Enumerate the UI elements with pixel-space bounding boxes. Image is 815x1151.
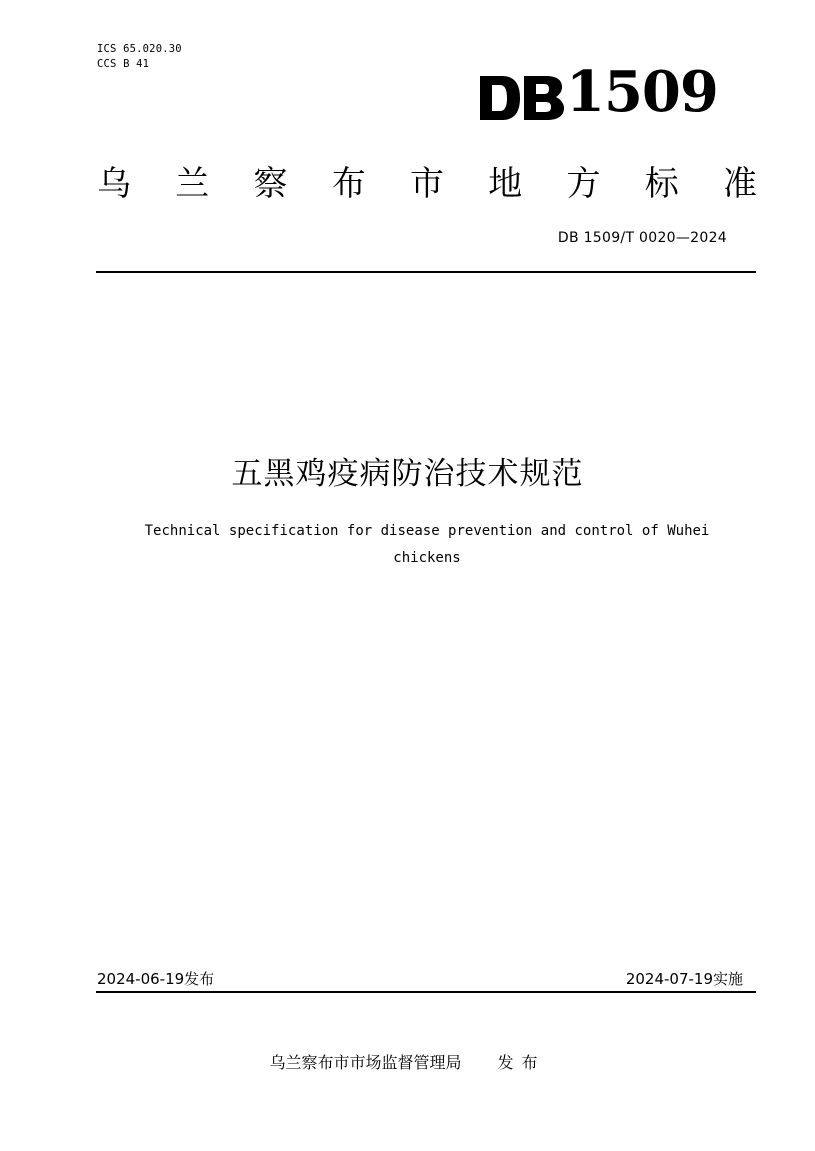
standard-type-char: 准: [723, 164, 757, 204]
issue-date: 2024-06-19发布: [97, 970, 215, 988]
implementation-date: 2024-07-19实施: [625, 970, 743, 988]
publisher-name: 乌兰察布市市场监督管理局: [269, 1053, 462, 1072]
ics-code: ICS 65.020.30: [97, 43, 182, 55]
publish-action: 发布: [497, 1053, 546, 1072]
standard-type-char: 兰: [175, 164, 210, 204]
db-region-number: 1509: [566, 59, 718, 125]
document-title-en: [97, 518, 757, 572]
standard-type-char: 察: [253, 164, 288, 204]
document-title-zh: 五黑鸡疫病防治技术规范: [231, 456, 584, 492]
standard-type-heading: [97, 160, 757, 208]
footer-divider: [96, 991, 756, 993]
standard-type-char: 标: [644, 164, 679, 204]
title-en-line: Technical specification for disease prevention and control of Wuhei: [144, 523, 710, 539]
title-en-line: chickens: [393, 550, 461, 566]
standard-type-char: 市: [410, 164, 444, 204]
db-letters-mark: [480, 76, 564, 120]
db-letters-logo-icon: [480, 76, 564, 120]
standard-type-char: 乌: [97, 164, 131, 204]
header-divider: [96, 271, 756, 273]
ccs-code: CCS B 41: [97, 58, 150, 70]
standard-type-char: 地: [488, 164, 523, 204]
publisher-line: [0, 1050, 815, 1073]
db-logo: [480, 59, 718, 125]
standard-type-char: 布: [331, 164, 366, 204]
standard-type-char: 方: [566, 164, 601, 204]
classification-codes: [97, 42, 182, 72]
standard-number: DB 1509/T 0020—2024: [557, 230, 727, 246]
